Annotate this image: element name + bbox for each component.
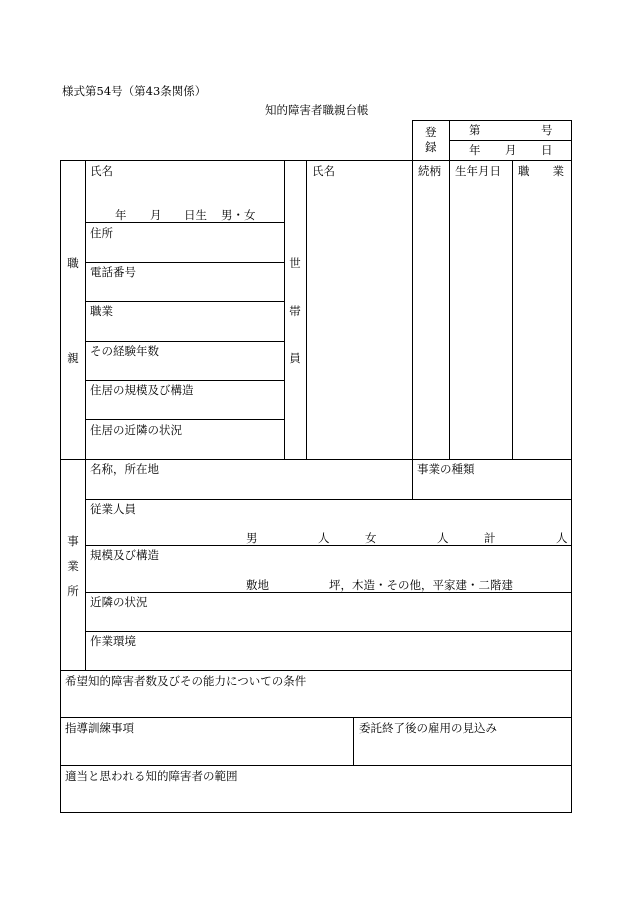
male-label: 男 — [246, 531, 258, 545]
female-label: 女 — [365, 531, 377, 545]
registration-year: 年 — [469, 143, 481, 157]
scale-structure-label: 規模及び構造 — [90, 548, 159, 562]
house-neighborhood-label: 住居の近隣の状況 — [90, 423, 182, 437]
suitable-range-label: 適当と思われる知的障害者の範囲 — [65, 769, 238, 783]
phone-label: 電話番号 — [90, 265, 136, 279]
household-side-label-2: 帯 — [289, 304, 301, 318]
household-name-header: 氏名 — [312, 164, 335, 178]
shokuoya-side-label-1: 職 — [67, 256, 79, 270]
registration-number-suffix: 号 — [541, 123, 553, 137]
total-persons-unit: 人 — [556, 531, 568, 545]
business-side-label-2: 業 — [67, 559, 79, 573]
gender-label: 男・女 — [221, 208, 256, 222]
business-side-label-1: 事 — [67, 534, 79, 548]
birth-year-label: 年 — [115, 208, 127, 222]
experience-years-label: その経験年数 — [90, 344, 159, 358]
occupation-label: 職業 — [90, 304, 113, 318]
birth-month-label: 月 — [150, 208, 162, 222]
business-kind-label: 事業の種類 — [417, 462, 475, 476]
house-scale-label: 住居の規模及び構造 — [90, 383, 194, 397]
male-persons-unit: 人 — [318, 531, 330, 545]
structure-options: 坪，木造・その他，平家建・二階建 — [329, 578, 513, 592]
business-side-label-3: 所 — [67, 584, 79, 598]
training-label: 指導訓練事項 — [65, 721, 134, 735]
registration-day: 日 — [541, 143, 553, 157]
address-label: 住所 — [90, 226, 113, 240]
shokuoya-name-label: 氏名 — [90, 164, 113, 178]
business-neighborhood-label: 近隣の状況 — [90, 595, 148, 609]
total-label: 計 — [484, 531, 496, 545]
site-label: 敷地 — [246, 578, 269, 592]
household-side-label-3: 員 — [289, 351, 301, 365]
household-birthdate-header: 生年月日 — [455, 164, 501, 178]
female-persons-unit: 人 — [437, 531, 449, 545]
work-environment-label: 作業環境 — [90, 634, 136, 648]
registration-month: 月 — [505, 143, 517, 157]
birth-day-label: 日生 — [184, 208, 207, 222]
registration-label-2: 録 — [425, 140, 437, 154]
employment-outlook-label: 委託終了後の雇用の見込み — [359, 721, 497, 735]
household-occupation-header: 職 業 — [518, 164, 564, 178]
shokuoya-side-label-2: 親 — [67, 351, 79, 365]
registration-label-1: 登 — [425, 125, 437, 139]
form-number: 様式第54号（第43条関係） — [62, 84, 207, 98]
conditions-label: 希望知的障害者数及びその能力についての条件 — [65, 674, 307, 688]
business-name-location-label: 名称，所在地 — [90, 462, 159, 476]
household-relation-header: 続柄 — [418, 164, 441, 178]
registration-number-prefix: 第 — [469, 123, 481, 137]
household-side-label-1: 世 — [289, 256, 301, 270]
page-title: 知的障害者職親台帳 — [265, 103, 369, 117]
employees-label: 従業人員 — [90, 502, 136, 516]
